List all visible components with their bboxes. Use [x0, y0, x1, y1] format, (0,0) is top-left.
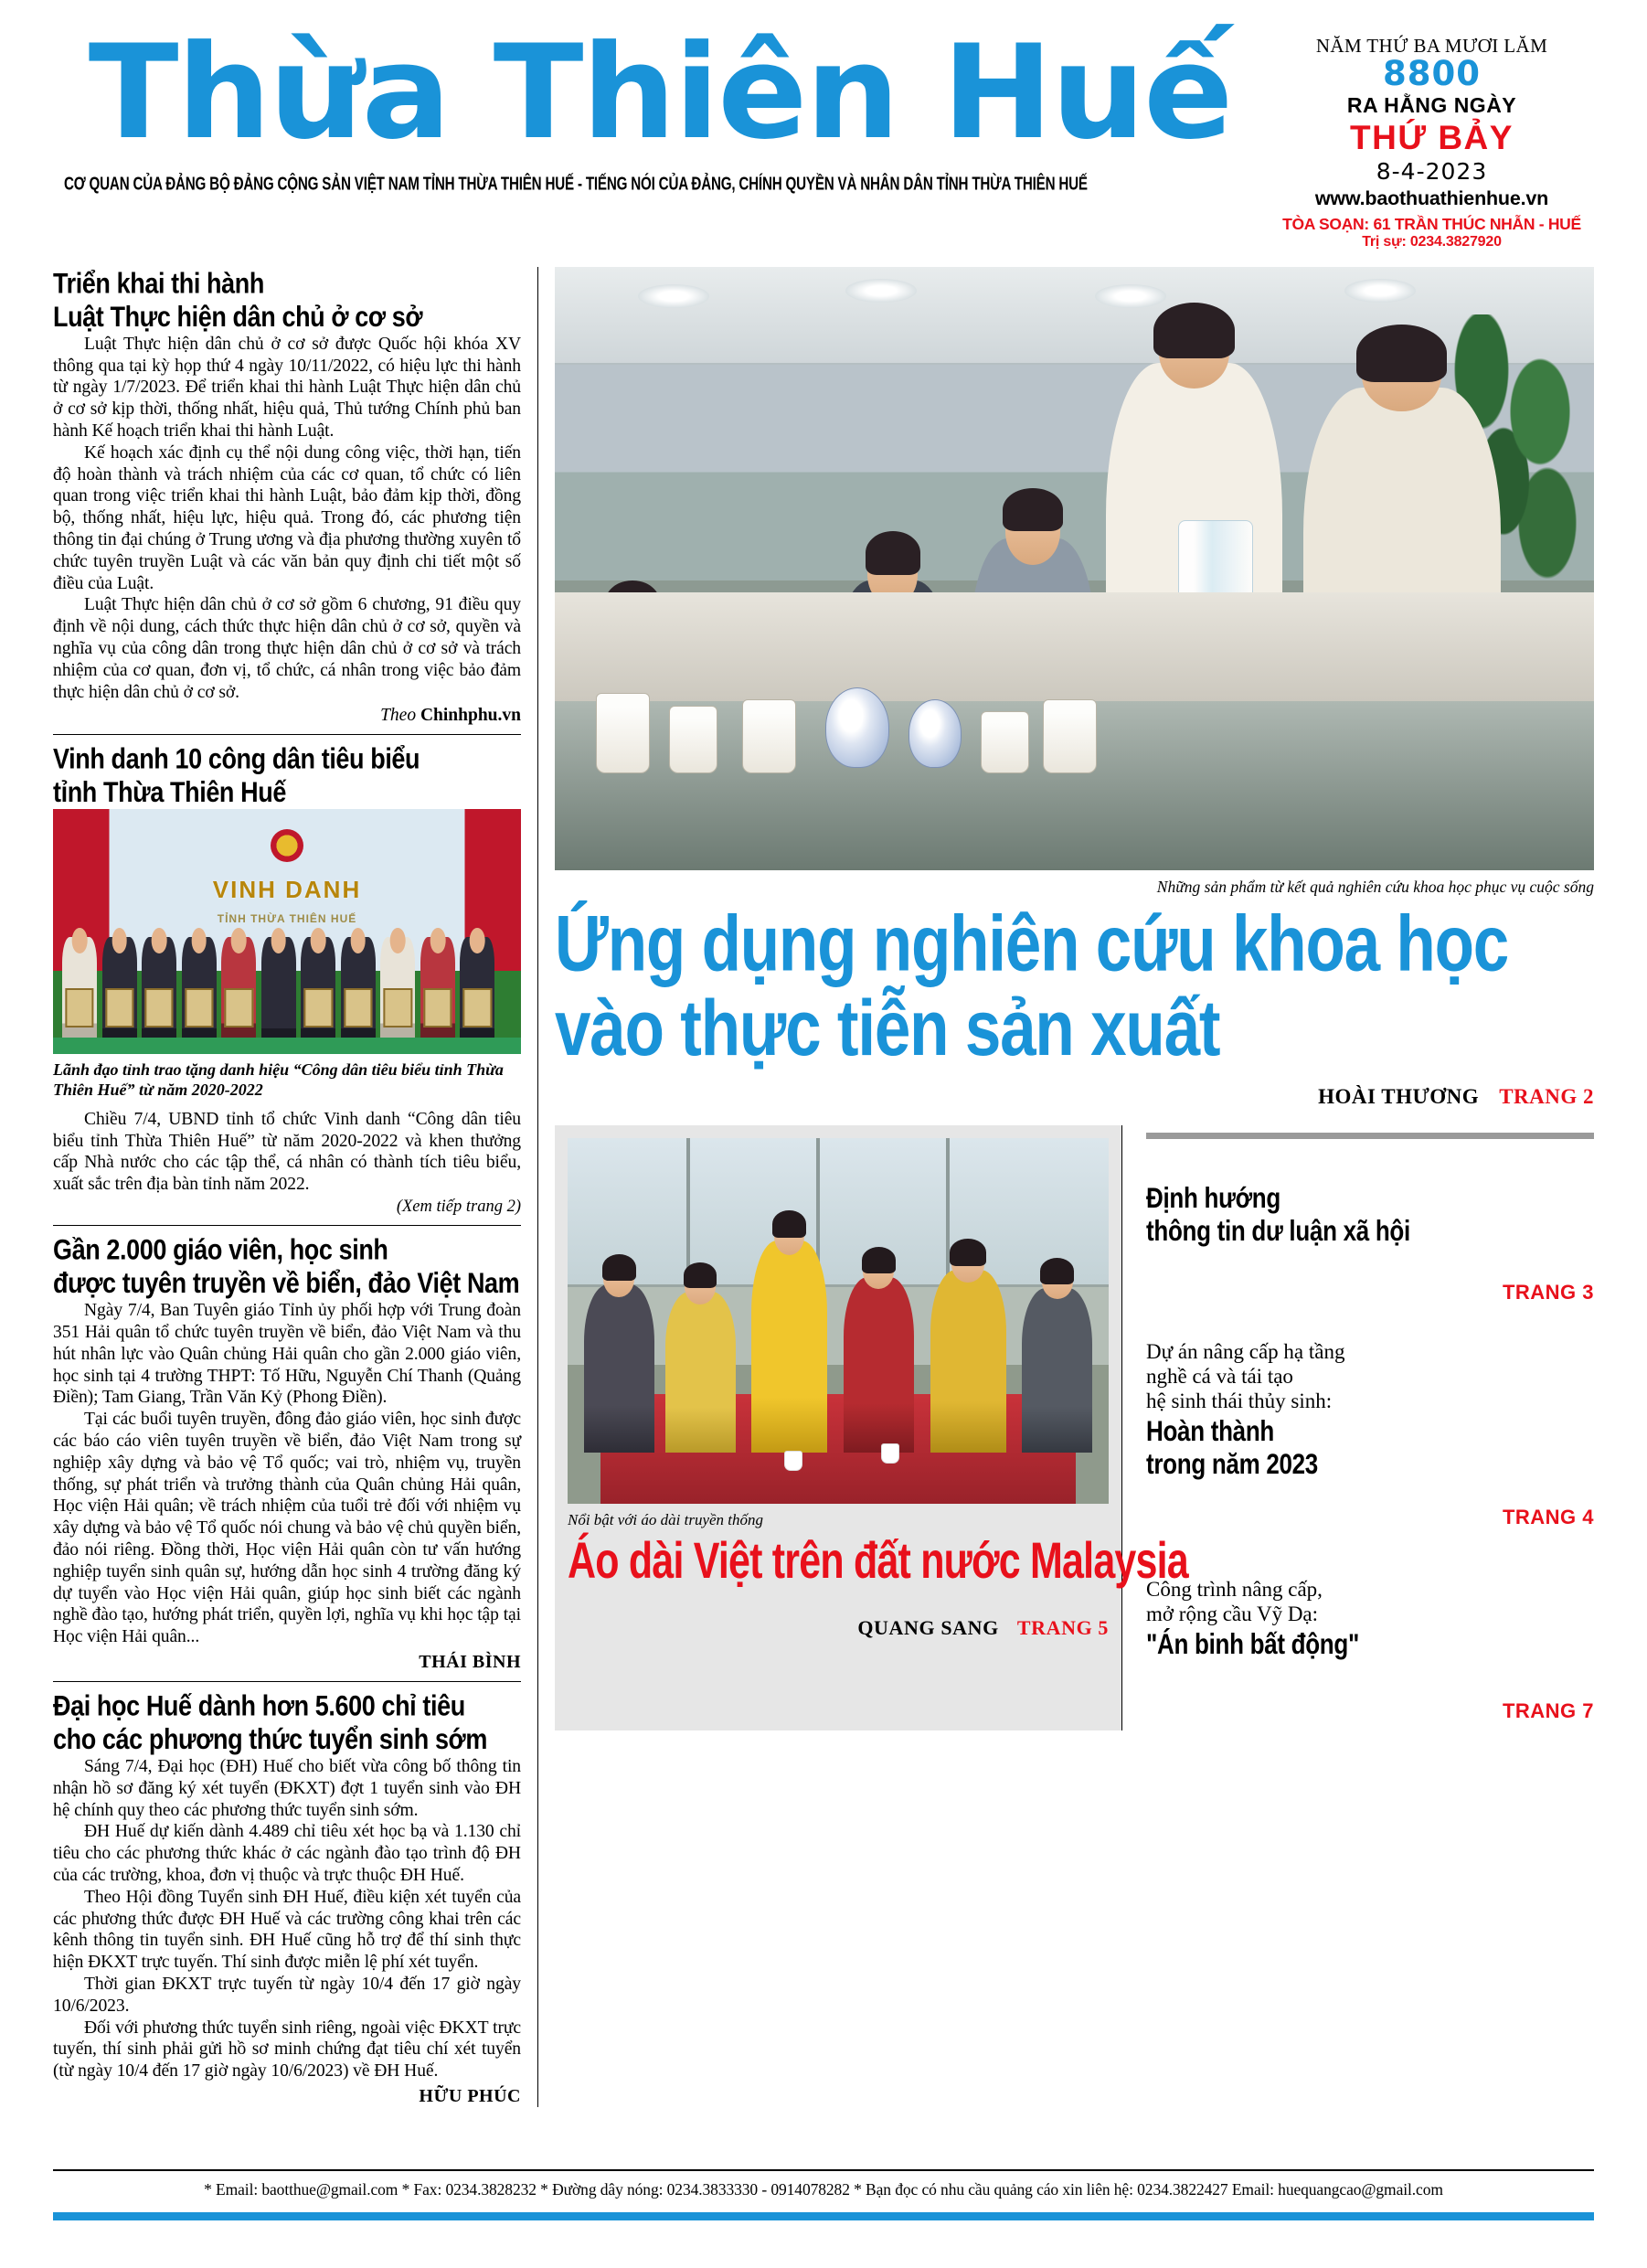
publication-date: 8-4-2023 [1376, 157, 1488, 185]
teaser-item-trang-3[interactable] [1146, 1139, 1594, 1312]
left-column [53, 267, 537, 2107]
teaser-kicker-line-2: nghề cá và tái tạo [1146, 1365, 1293, 1389]
article-paragraph: Luật Thực hiện dân chủ ở cơ sở gồm 6 chương, 91 điều quy định về nội dung, cách thức thực hiện dân chủ ở cơ sở, quyền và nghĩa vụ của công dân trong thực hiện dân chủ ở cơ sở và trách nhiệm của cơ quan, đơn vị, tổ chức, cá nhân trong việc bảo đảm thực hiện dân chủ ở cơ sở. [53, 595, 521, 702]
article-headline [53, 1689, 521, 1762]
footer-divider [53, 2169, 1594, 2171]
publication-frequency: RA HẰNG NGÀY [1346, 92, 1517, 117]
teaser-title-line-2: trong năm 2023 [1146, 1447, 1318, 1481]
headline-line-2: được tuyên truyền về biển, đảo Việt Nam [53, 1266, 520, 1300]
source-name: Chinhphu.vn [420, 706, 521, 726]
ao-dai-headline: Áo dài Việt trên đất nước Malaysia [568, 1532, 1188, 1590]
source-prefix: Theo [380, 706, 417, 726]
continued-reference[interactable]: (Xem tiếp trang 2) [396, 1198, 521, 1217]
photo-caption: Nổi bật với áo dài truyền thống [568, 1510, 764, 1528]
office-address: TÒA SOẠN: 61 TRẦN THÚC NHẪN - HUẾ [1282, 214, 1581, 233]
page-reference[interactable]: TRANG 4 [1502, 1505, 1594, 1528]
ao-dai-byline [568, 1616, 1109, 1640]
website-url[interactable]: www.baothuathienhue.vn [1314, 186, 1549, 209]
article-source [53, 706, 521, 726]
section-divider [53, 1225, 521, 1226]
footer-contact-info: * Email: baotthue@gmail.com * Fax: 0234.3828232 * Đường dây nóng: 0234.3833330 - 0914078282 * Bạn đọc có nhu cầu quảng cáo xin liên hệ: 0234.3822427 Email: huequangcao@gmail.com [204, 2180, 1443, 2199]
headline-line-1: Gần 2.000 giáo viên, học sinh [53, 1233, 388, 1266]
photo-vinh-danh-ceremony [53, 809, 521, 1054]
article-ao-dai [555, 1125, 1188, 1730]
photo-province-text: TỈNH THỪA THIÊN HUẾ [217, 911, 357, 925]
teaser-kicker-line-3: hệ sinh thái thủy sinh: [1146, 1390, 1333, 1413]
national-emblem-icon [271, 829, 303, 862]
lead-story-headline [555, 902, 1594, 1101]
teaser-title-line-1: "Án binh bất động" [1146, 1626, 1359, 1660]
article-democracy-law [53, 267, 521, 727]
teaser-item-trang-4[interactable] [1146, 1312, 1594, 1537]
teaser-title-line-1: Định hướng [1146, 1180, 1280, 1214]
teaser-title [1146, 1414, 1594, 1485]
teaser-kicker [1146, 1577, 1594, 1626]
photo-banner-text: VINH DANH [212, 875, 362, 903]
issue-number: 8800 [1383, 54, 1481, 93]
masthead-left [53, 17, 1270, 196]
headline-line-2: cho các phương thức tuyển sinh sớm [53, 1722, 487, 1755]
article-bien-dao [53, 1233, 521, 1673]
article-paragraph: Đối với phương thức tuyển sinh riêng, ngoài việc ĐKXT trực tuyến, thí sinh phải gửi hồ sơ minh chứng đạt tiêu chí xét tuyển (từ ngày 10/4 đến 17 giờ ngày 10/6/2023) về ĐH Huế. [53, 2018, 521, 2082]
footer-accent-bar [53, 2212, 1594, 2220]
article-author: THÁI BÌNH [419, 1651, 521, 1672]
teaser-title-line-2: thông tin dư luận xã hội [1146, 1213, 1410, 1247]
section-divider [53, 734, 521, 735]
page-footer [53, 2169, 1594, 2220]
article-paragraph: Kế hoạch xác định cụ thể nội dung công việc, thời hạn, tiến độ hoàn thành và trách nhiệm của các cơ quan, tổ chức có liên quan trong việc triển khai thi hành Luật, bảo đảm kịp thời, đồng bộ, thống nhất, hiệu lực, hiệu quả. Trong đó, các phương tiện thông tin đại chúng ở Trung ương và địa phương thường xuyên tổ chức tuyên truyền Luật và các văn bản quy định chi tiết một số điều của Luật. [53, 442, 521, 593]
article-paragraph: ĐH Huế dự kiến dành 4.489 chỉ tiêu xét học bạ và 1.130 chỉ tiêu cho các phương thức khác ở các ngành đào tạo trình độ ĐH của các trường, khoa, đơn vị thuộc và trực thuộc ĐH Huế. [53, 1822, 521, 1885]
teaser-divider [1146, 1133, 1594, 1139]
photo-caption: Lãnh đạo tỉnh trao tặng danh hiệu “Công dân tiêu biểu tỉnh Thừa Thiên Huế” từ năm 2020-2022 [53, 1060, 504, 1099]
publication-weekday: THỨ BẢY [1350, 118, 1514, 156]
lower-section [555, 1125, 1594, 1730]
article-paragraph: Ngày 7/4, Ban Tuyên giáo Tỉnh ủy phối hợp với Trung đoàn 351 Hải quân tổ chức tuyên truyền về biển, đảo Việt Nam và thu hút nhân lực vào Quân chủng Hải quân cho gần 2.000 giáo viên, học sinh tại 4 trường THPT: Tố Hữu, Nguyễn Chí Thanh (Quảng Điền); Tam Giang, Trần Văn Kỷ (Phong Điền). [53, 1301, 521, 1408]
main-content [53, 267, 1594, 2107]
teaser-item-trang-7[interactable] [1146, 1537, 1594, 1730]
article-paragraph: Thời gian ĐKXT trực tuyến từ ngày 10/4 đến 17 giờ ngày 10/6/2023. [53, 1974, 521, 2016]
photo-ao-dai-event [568, 1138, 1109, 1504]
page-reference[interactable]: TRANG 3 [1502, 1280, 1594, 1304]
article-author: HOÀI THƯƠNG [1318, 1084, 1480, 1108]
teaser-title-line-1: Hoàn thành [1146, 1414, 1274, 1448]
article-headline [53, 1233, 521, 1306]
teaser-kicker-line-2: mở rộng cầu Vỹ Dạ: [1146, 1602, 1319, 1625]
page-reference[interactable]: TRANG 5 [1016, 1615, 1109, 1639]
teaser-title [1146, 1627, 1594, 1666]
article-paragraph: Tại các buổi tuyên truyền, đông đảo giáo viên, học sinh được các báo cáo viên tuyên truyền về biển, đảo Việt Nam trong sự nghiệp xây dựng và bảo vệ Tổ quốc; vai trò, nhiệm vụ, truyền thống, sự phát triển và trưởng thành của Quân chủng Hải quân, Học viện Hải quân; về trách nhiệm của tuổi trẻ đối với nhiệm vụ xây dựng và bảo vệ Tổ quốc nói chung và bảo vệ chủ quyền biển, đảo nói riêng. Đồng thời, Học viện Hải quân còn tư vấn hướng nghiệp tuyển sinh quân sự, hướng dẫn học sinh 4 trường đăng ký dự tuyển vào Học viện Hải quân, giúp học sinh biết các ngành nghề đào tạo, hướng phát triển, quyền lợi, nghĩa vụ khi học tập tại Học viện Hải quân... [53, 1410, 521, 1647]
article-paragraph: Theo Hội đồng Tuyển sinh ĐH Huế, điều kiện xét tuyển của các phương thức được ĐH Huế và các trường công khai trên các kênh thông tin tuyển sinh. ĐH Huế cũng hỗ trợ để thí sinh thực hiện ĐKXT trực tuyến. Thí sinh được miễn lệ phí xét tuyển. [53, 1887, 521, 1973]
photo-science-exhibition [555, 267, 1594, 870]
teaser-kicker [1146, 1339, 1594, 1413]
teaser-kicker-line-1: Dự án nâng cấp hạ tầng [1146, 1339, 1345, 1363]
photo-window-wall [568, 1138, 1109, 1287]
newspaper-nameplate: Thừa Thiên Huế [88, 17, 1232, 168]
article-headline [53, 742, 521, 815]
photo-stage-floor [53, 1038, 521, 1054]
article-headline [53, 267, 521, 340]
publication-year-line: NĂM THỨ BA MƯƠI LĂM [1315, 35, 1548, 57]
article-paragraph: Chiều 7/4, UBND tỉnh tổ chức Vinh danh “Công dân tiêu biểu tỉnh Thừa Thiên Huế” từ năm 2020-2022 và khen thưởng cấp Nhà nước cho các tập thể, cá nhân có thành tích tiêu biểu, xuất sắc trên địa bàn tỉnh năm 2022. [53, 1109, 521, 1195]
masthead-right [1270, 31, 1594, 250]
headline-line-2: tỉnh Thừa Thiên Huế [53, 775, 286, 809]
section-divider [53, 1681, 521, 1682]
page-reference[interactable]: TRANG 2 [1499, 1084, 1594, 1108]
office-telephone: Trị sự: 0234.3827920 [1362, 233, 1502, 250]
headline-line-1: Triển khai thi hành [53, 266, 264, 300]
teaser-column [1121, 1125, 1594, 1730]
masthead [53, 0, 1594, 250]
teaser-title [1146, 1181, 1594, 1252]
article-author: QUANG SANG [857, 1615, 999, 1639]
page-reference[interactable]: TRANG 7 [1502, 1699, 1594, 1723]
article-paragraph: Luật Thực hiện dân chủ ở cơ sở được Quốc hội khóa XV thông qua tại kỳ họp thứ 4 ngày 10/11/2022, có hiệu lực thi hành từ ngày 1/7/2023. Để triển khai thi hành Luật Thực hiện dân chủ ở cơ sở kịp thời, thống nhất, hiệu quả, Thủ tướng Chính phủ ban hành Kế hoạch triển khai thi hành Luật. [53, 334, 521, 441]
masthead-tagline: CƠ QUAN CỦA ĐẢNG BỘ ĐẢNG CỘNG SẢN VIỆT NAM TỈNH THỪA THIÊN HUẾ - TIẾNG NÓI CỦA ĐẢNG, CHÍNH QUYỀN VÀ NHÂN DÂN TỈNH THỪA THIÊN HUẾ [64, 174, 1088, 196]
headline-line-1: Đại học Huế dành hơn 5.600 chỉ tiêu [53, 1688, 465, 1722]
headline-line-2: Luật Thực hiện dân chủ ở cơ sở [53, 300, 423, 333]
article-dh-hue [53, 1689, 521, 2107]
article-paragraph: Sáng 7/4, Đại học (ĐH) Huế cho biết vừa công bố thông tin nhận hồ sơ đăng ký xét tuyển (ĐKXT) đợt 1 tuyển sinh vào ĐH hệ chính quy theo các phương thức tuyển sinh sớm. [53, 1757, 521, 1820]
headline-line-1: Ứng dụng nghiên cứu khoa học [555, 900, 1509, 988]
photo-caption: Những sản phẩm từ kết quả nghiên cứu khoa học phục vụ cuộc sống [1156, 877, 1594, 896]
headline-line-1: Vinh danh 10 công dân tiêu biểu [53, 742, 420, 775]
right-column [537, 267, 1594, 2107]
photo-people-row [53, 937, 521, 1055]
article-vinh-danh [53, 742, 521, 1217]
headline-line-2: vào thực tiễn sản xuất [555, 984, 1220, 1073]
teaser-kicker-line-1: Công trình nâng cấp, [1146, 1577, 1323, 1601]
article-author: HỮU PHÚC [419, 2085, 521, 2106]
